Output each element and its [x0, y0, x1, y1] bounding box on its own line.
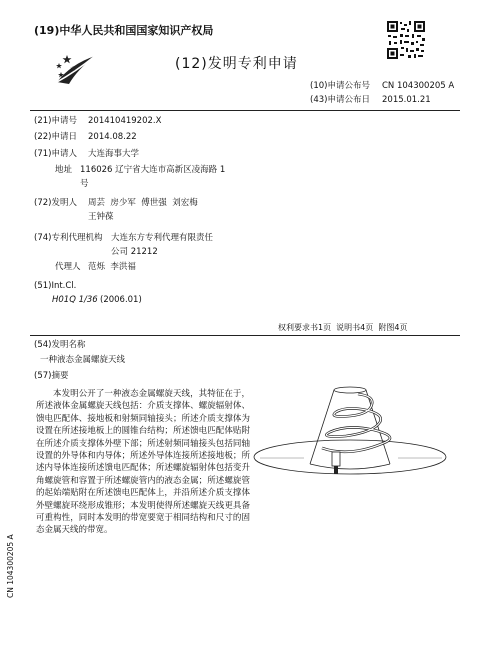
side-publication-code: CN 104300205 A [6, 534, 15, 598]
pub-date-label: (43)申请公布日 [310, 95, 370, 105]
pub-no-label: (10)申请公布号 [310, 81, 370, 91]
biblio-divider [30, 335, 460, 336]
applicant: 大连海事大学 [88, 149, 140, 159]
intcl-label: (51)Int.Cl. [34, 281, 77, 291]
abstract-text: 本发明公开了一种液态金属螺旋天线，其特征在于，所述液体金属螺旋天线包括：介质支撑体、螺旋辐射体、馈电匹配体、接地板和射频同轴接头；所述介质支撑体为设置在所述接地板上的圆锥台结构；所述馈电匹配体贴附在所述介质支撑体外壁下部；所述射频同轴接头包括同轴设置的外导体和内导体；所述外导体连接所述接地板；所述内导体连接所述馈电匹配体；所述螺旋辐射体包括变升角螺旋管和容置于所述螺旋管内的液态金属；所述螺旋管的起始端贴附在所述馈电匹配体上，并沿所述介质支撑体外壁螺旋环绕形成锥形；本发明使得所述螺旋天线更具备可重构性，同时本发明的带宽要宽于相同结构和尺寸的固态金属天线的带宽。 [36, 389, 250, 536]
pages-info: 权利要求书1页 说明书4页 附图4页 [278, 323, 408, 332]
inventors-line-1: 周芸 房少军 傅世强 刘宏梅 [88, 198, 198, 208]
app-date: 2014.08.22 [88, 132, 137, 142]
inventors-line-2: 王钟葆 [88, 212, 114, 222]
intcl-class: H01Q 1/36 [52, 295, 98, 305]
agent-label: 代理人 [55, 262, 81, 272]
invention-title: 一种液态金属螺旋天线 [40, 355, 126, 365]
title-label: (54)发明名称 [34, 340, 86, 350]
agency-label: (74)专利代理机构 [34, 233, 103, 243]
agency-line-2: 公司 21212 [111, 247, 158, 257]
address-label: 地址 [55, 165, 73, 175]
app-no: 201410419202.X [88, 116, 162, 126]
cnipa-emblem-icon [55, 52, 97, 86]
app-no-label: (21)申请号 [34, 116, 77, 126]
office-name: (19)中华人民共和国国家知识产权局 [34, 24, 214, 37]
antenna-figure [250, 382, 462, 502]
agency-line-1: 大连东方专利代理有限责任 [111, 233, 214, 243]
intcl-year: (2006.01) [100, 295, 142, 305]
address-line-1: 116026 辽宁省大连市高新区凌海路 1 [80, 165, 226, 175]
abstract-label: (57)摘要 [34, 371, 69, 381]
pub-no: CN 104300205 A [382, 81, 455, 91]
header-divider [30, 110, 460, 111]
pub-date: 2015.01.21 [382, 95, 431, 105]
applicant-label: (71)申请人 [34, 149, 77, 159]
inventor-label: (72)发明人 [34, 198, 77, 208]
doc-type: (12)发明专利申请 [175, 56, 298, 72]
qr-code-icon [386, 20, 426, 60]
app-date-label: (22)申请日 [34, 132, 77, 142]
agents: 范烁 李洪福 [88, 262, 136, 272]
address-line-2: 号 [80, 179, 89, 189]
